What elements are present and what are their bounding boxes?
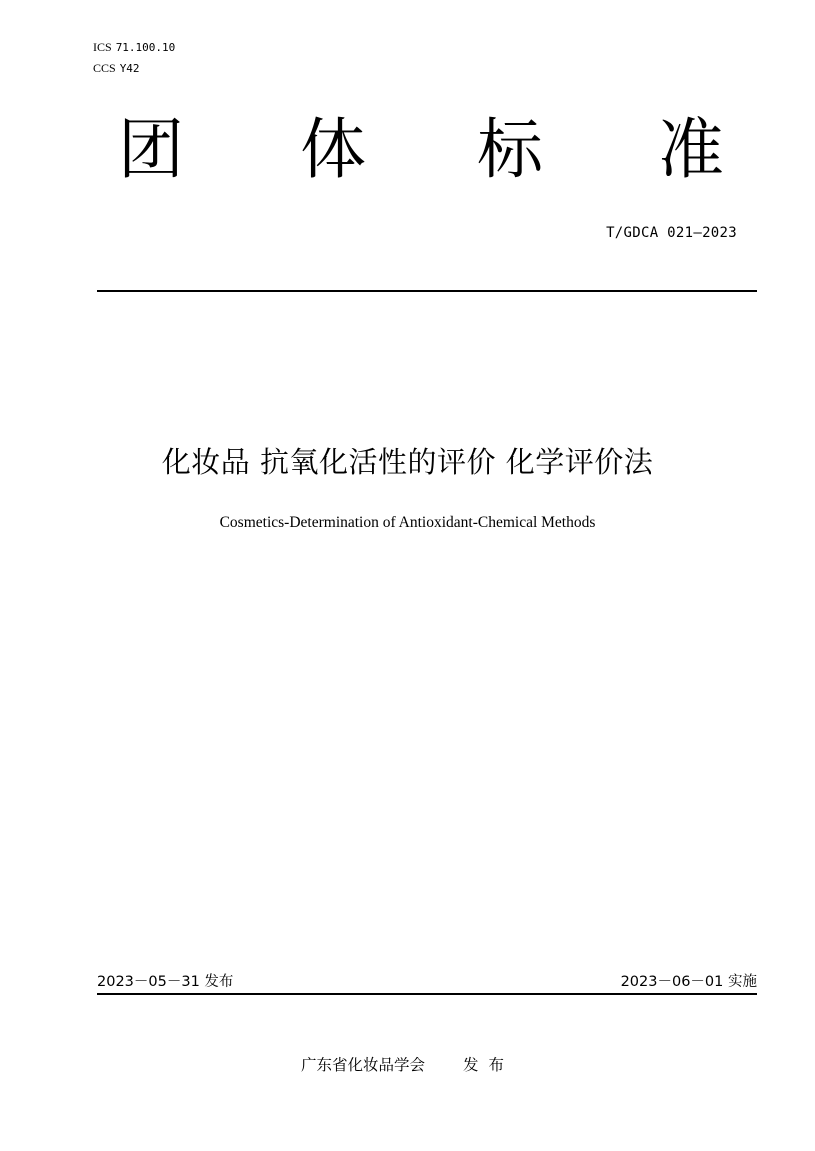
publisher-line (0, 1055, 815, 1075)
ccs-label: CCS (93, 61, 116, 75)
heading-char-2: 体 (300, 111, 366, 188)
ics-classification (93, 40, 175, 55)
heading-char-4: 准 (658, 111, 724, 188)
publisher-organization: 广东省化妆品学会 (300, 1056, 425, 1074)
ics-label: ICS (93, 40, 112, 54)
ccs-value: Y42 (119, 62, 140, 75)
publisher-action: 发布 (463, 1056, 515, 1074)
publish-date: 2023－05－31 发布 (97, 974, 234, 990)
group-standard-heading (0, 112, 815, 188)
heading-char-3: 标 (477, 111, 543, 188)
standard-number: T/GDCA 021—2023 (606, 225, 737, 241)
ics-value: 71.100.10 (115, 41, 176, 54)
document-title-chinese: 化妆品 抗氧化活性的评价 化学评价法 (161, 445, 654, 479)
implement-date: 2023－06－01 实施 (620, 974, 757, 990)
heading-char-1: 团 (118, 111, 184, 188)
bottom-divider (97, 993, 757, 995)
top-divider (97, 290, 757, 292)
ccs-classification (93, 61, 140, 76)
document-title-english: Cosmetics-Determination of Antioxidant-Chemical Methods (219, 514, 596, 531)
